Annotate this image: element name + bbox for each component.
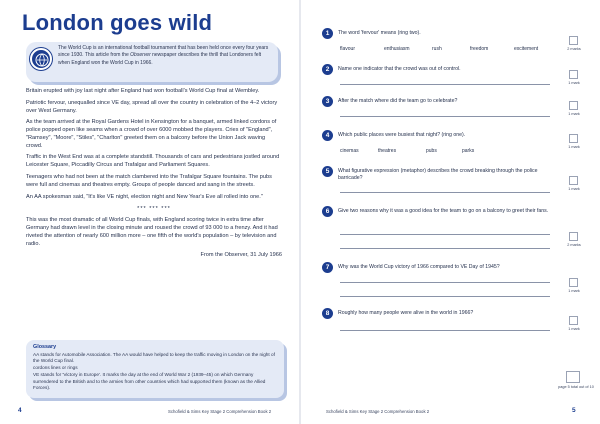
page-number-right: 5 (572, 407, 576, 414)
mark-label: 2 marks (567, 243, 581, 247)
mark-label: 2 marks (567, 47, 581, 51)
article-paragraph: Teenagers who had not been at the match clambered into the Trafalgar Square fountains. The pubs were full and cinemas and theatres empty. Groups of people danced and sang in the streets. (26, 174, 272, 188)
option[interactable]: excitement (514, 46, 539, 52)
article-paragraph: Britain erupted with joy last night after England had won football's World Cup final at Wembley. (26, 88, 260, 94)
answer-line[interactable] (340, 116, 550, 117)
answer-line[interactable] (340, 234, 550, 235)
option[interactable]: cinemas (340, 148, 359, 154)
article-paragraph: As the team arrived at the Royal Gardens Hotel in Kensington for a banquet, armed linked cordons of police popped open like seams when a crowd of over 6000 mobbed the players. Cries of "England", "Ramsey", "Moore", "Stiles", "Charlton" greeted them on a balcony before the Union Jack waving crowd. (26, 119, 277, 149)
article-paragraph: This was the most dramatic of all World Cup finals, with England scoring twice in extra time after Germany had drawn level in the closing minute and roused the crowd of 93 000 to a frenzy. And it had riveted the attention of nearly 600 million more – one fifth of the world's population – by television and radio. (26, 217, 278, 247)
question-number: 4 (322, 130, 333, 141)
mark-label: 1 mark (568, 187, 580, 191)
option[interactable]: freedom (470, 46, 489, 52)
mark-box[interactable] (569, 36, 578, 45)
question-number: 6 (322, 206, 333, 217)
question-number: 1 (322, 28, 333, 39)
total-label: page 5 total out of 10 (558, 385, 594, 389)
question-number: 2 (322, 64, 333, 75)
glossary-entry: VE stands for 'Victory in Europe'. It marks the day at the end of World War 2 (1939–45) on which Germany surrendered to the British and to the armies from other countries which had supported them (known as the Allied Forces). (33, 371, 266, 391)
article-paragraph: Patriotic fervour, unequalled since VE day, spread all over the country in celebration of the 4–2 victory over West Germany. (26, 99, 278, 114)
question-number: 8 (322, 308, 333, 319)
mark-box[interactable] (569, 134, 578, 143)
article (26, 88, 282, 264)
option[interactable]: theatres (378, 148, 397, 154)
mark-box[interactable] (569, 70, 578, 79)
mark-label: 1 mark (568, 327, 580, 331)
separator-stars: *** *** *** (137, 205, 171, 212)
article-paragraph: Traffic in the West End was at a complete standstill. Thousands of cars and pedestrians jostled around Leicester Square, Piccadilly Circus and Trafalgar and Parliament Squares. (26, 154, 280, 169)
page-number-left: 4 (18, 407, 22, 414)
source-citation: From the Observer, 31 July 1966 (200, 252, 282, 259)
answer-line[interactable] (340, 192, 550, 193)
info-icon (30, 48, 52, 70)
answer-line[interactable] (340, 296, 550, 297)
intro-text: The World Cup is an international football tournament that has been held once every four years since 1930. This article from the Observer newspaper describes the thrill that Londoners felt when England won the World Cup in 1966. (58, 45, 269, 66)
mark-box[interactable] (569, 278, 578, 287)
mark-label: 1 mark (568, 289, 580, 293)
footer-left: Schofield & Sims Key Stage 2 Comprehension Book 2 (168, 409, 272, 414)
mark-box[interactable] (569, 316, 578, 325)
glossary-box (26, 340, 284, 398)
option[interactable]: flavour (340, 46, 356, 52)
answer-line[interactable] (340, 282, 550, 283)
answer-line[interactable] (340, 84, 550, 85)
answer-line[interactable] (340, 248, 550, 249)
glossary-entry: AA stands for Automobile Association. The AA would have helped to keep the traffic moving in London on the night of the World Cup final. (33, 351, 275, 364)
mark-box[interactable] (569, 232, 578, 241)
mark-box[interactable] (569, 101, 578, 110)
footer-right: Schofield & Sims Key Stage 2 Comprehension Book 2 (326, 409, 430, 414)
answer-line[interactable] (340, 330, 550, 331)
question-number: 7 (322, 262, 333, 273)
glossary-entry: cordons lines or rings (33, 365, 78, 371)
glossary-heading: Glossary (33, 344, 57, 350)
option[interactable]: pubs (426, 148, 437, 154)
total-box[interactable] (566, 371, 580, 383)
question-number: 3 (322, 96, 333, 107)
page-title: London goes wild (22, 10, 213, 35)
article-paragraph: An AA spokesman said, "It's like VE night, election night and New Year's Eve all rolled into one." (26, 193, 263, 200)
mark-label: 1 mark (568, 112, 580, 116)
mark-label: 1 mark (568, 145, 580, 149)
question-number: 5 (322, 166, 333, 177)
mark-label: 1 mark (568, 81, 580, 85)
option[interactable]: rush (432, 46, 442, 52)
option[interactable]: parks (462, 148, 475, 154)
option[interactable]: enthusiasm (384, 46, 410, 52)
mark-box[interactable] (569, 176, 578, 185)
